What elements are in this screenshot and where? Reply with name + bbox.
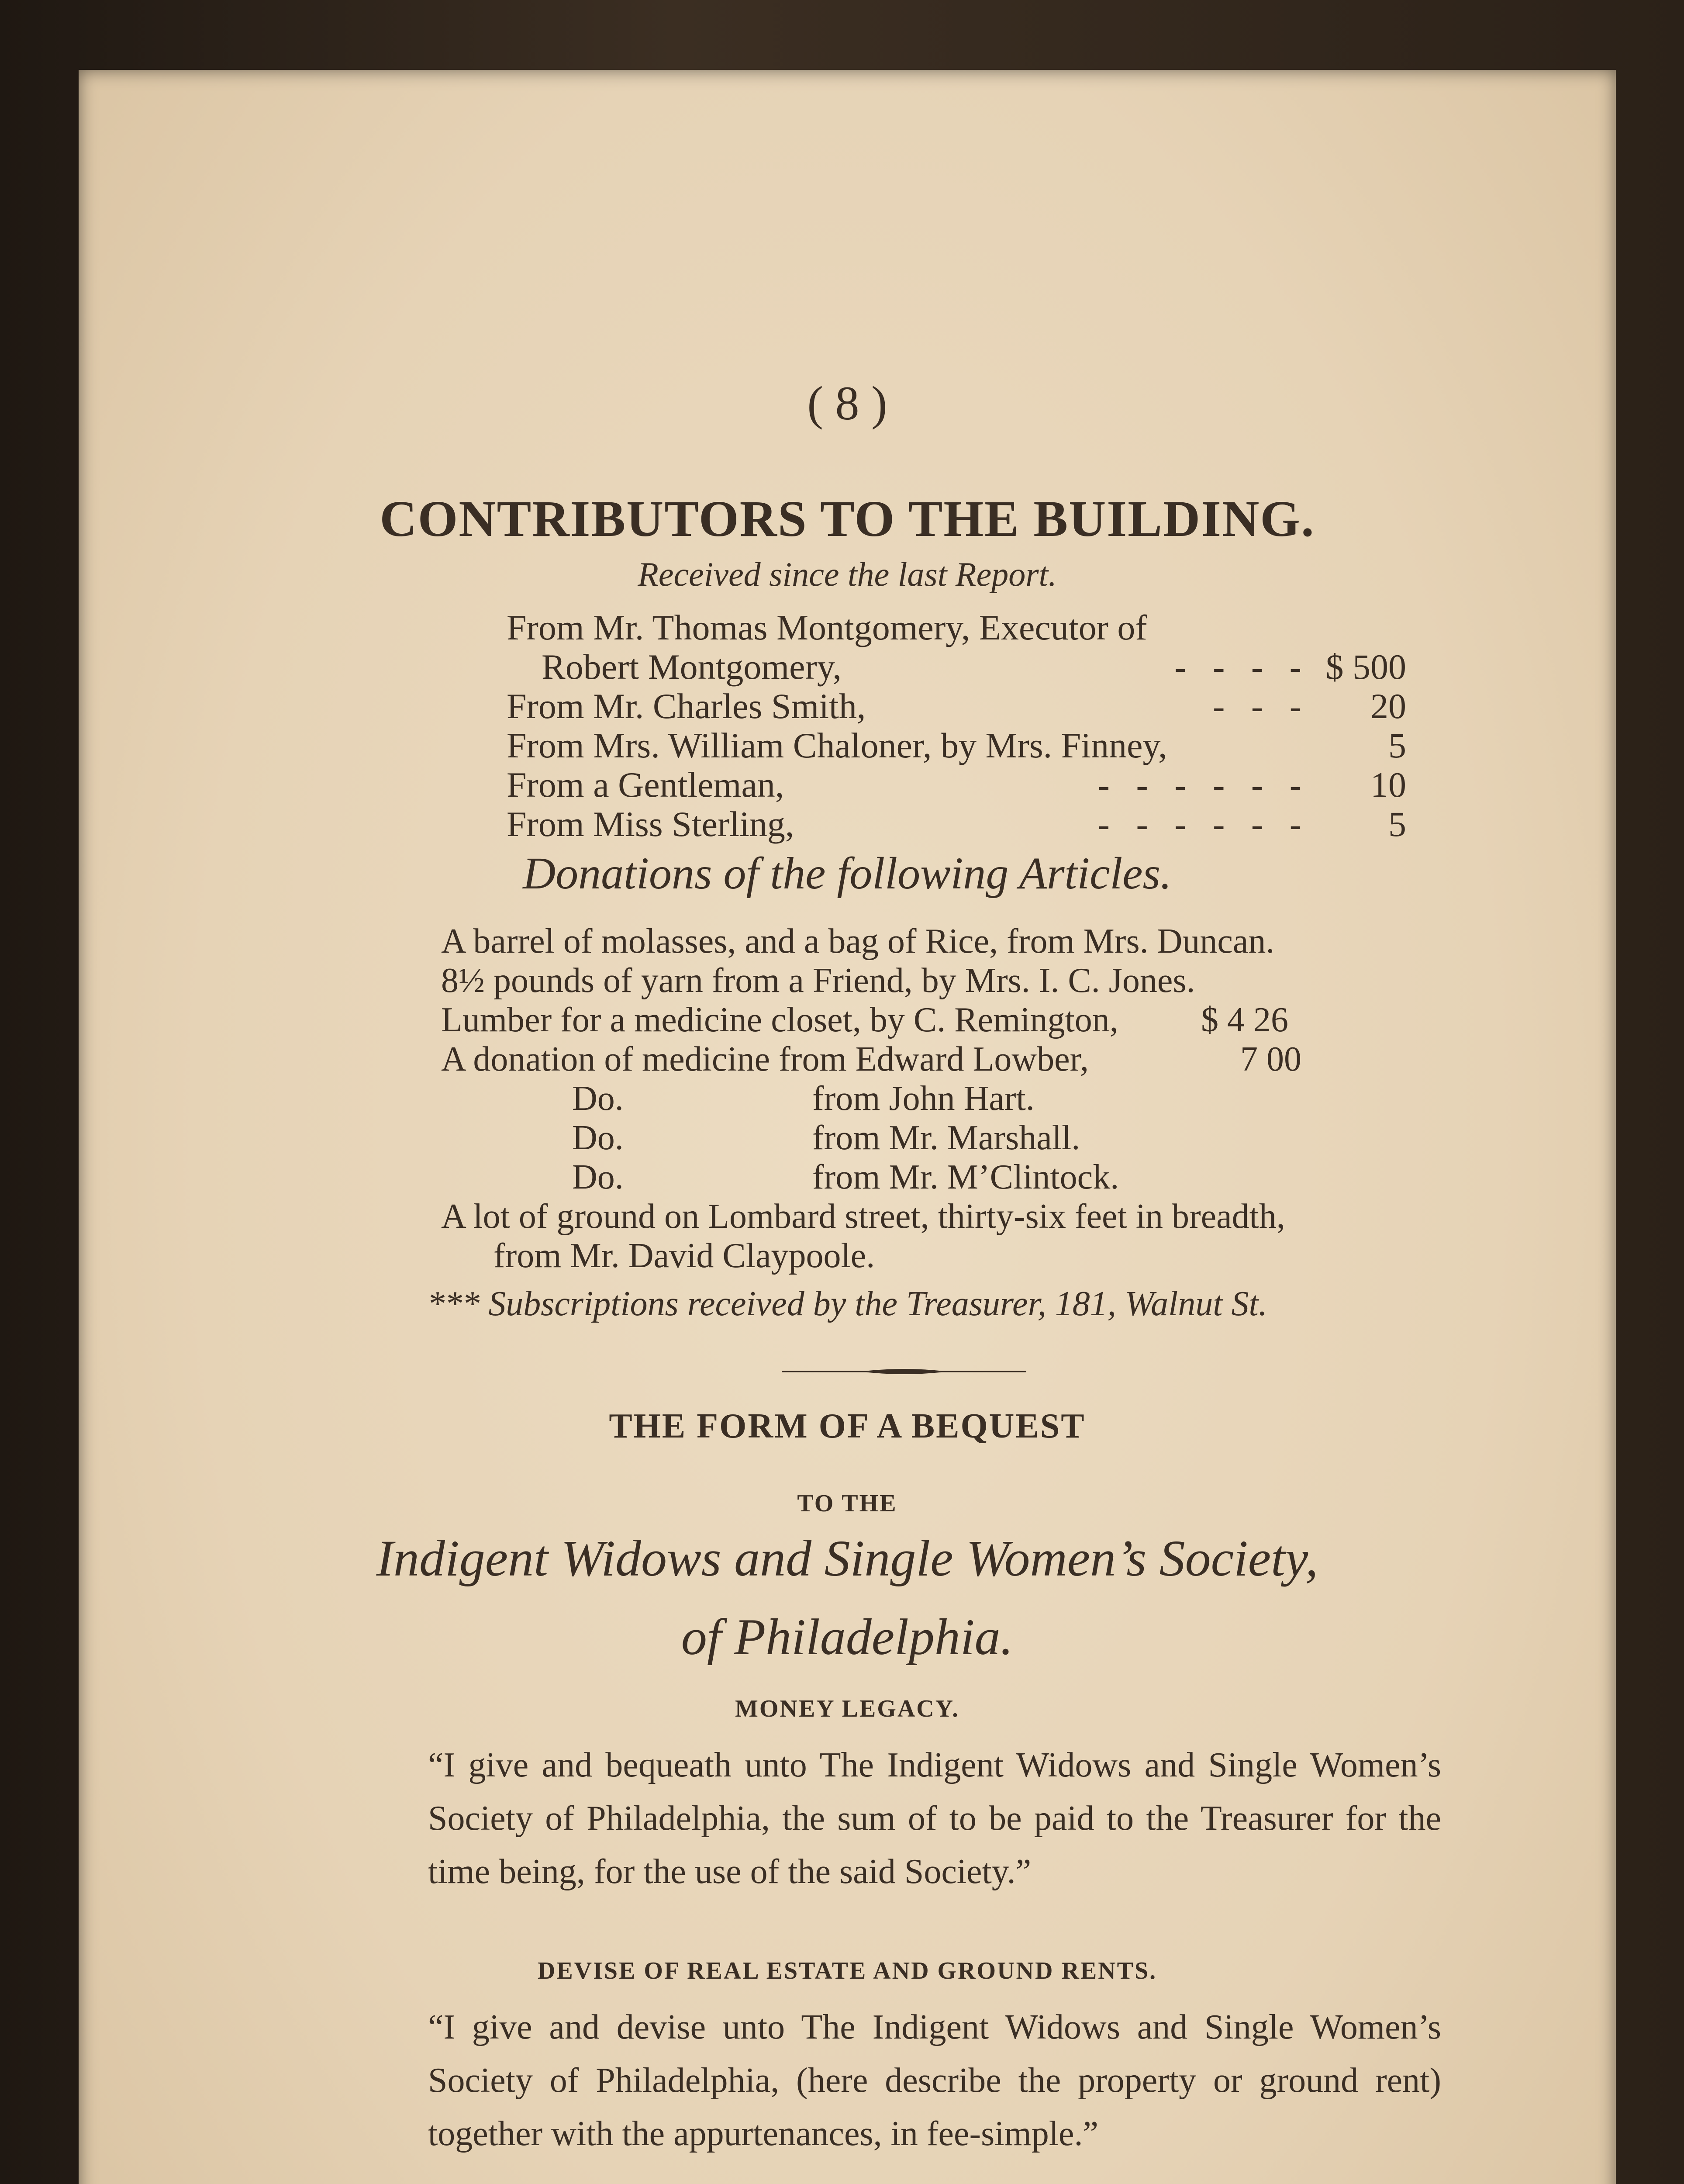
society-place: of Philadelphia.: [681, 1608, 1014, 1666]
society-name: Indigent Widows and Single Women’s Society,: [376, 1530, 1318, 1587]
leader-dashes: - - -: [1213, 686, 1310, 726]
donation-line: Lumber for a medicine closet, by C. Remington,: [441, 1001, 1118, 1039]
donation-line: A barrel of molasses, and a bag of Rice, from Mrs. Duncan.: [441, 922, 1275, 961]
ditto-mark: Do.: [572, 1119, 624, 1157]
ornamental-divider: [782, 1367, 1026, 1376]
donation-line: from John Hart.: [812, 1079, 1035, 1118]
page-heading: CONTRIBUTORS TO THE BUILDING.: [380, 490, 1315, 547]
donation-amount: $ 4 26: [1201, 1001, 1288, 1039]
contributor-name: From Miss Sterling,: [507, 804, 794, 844]
contributor-line: [507, 646, 1406, 686]
contributor-amount: $ 500: [1325, 647, 1406, 687]
page-number: ( 8 ): [807, 377, 887, 430]
contributor-line: [507, 725, 1406, 764]
contributor-name: From Mr. Charles Smith,: [507, 686, 866, 726]
ditto-mark: Do.: [572, 1158, 624, 1196]
donation-line: 8½ pounds of yarn from a Friend, by Mrs. I. C. Jones.: [441, 961, 1195, 1000]
donation-line: from Mr. David Claypoole.: [493, 1237, 875, 1275]
donation-line: A donation of medicine from Edward Lowber,: [441, 1040, 1089, 1078]
money-legacy-title: MONEY LEGACY.: [735, 1695, 960, 1722]
donation-line: from Mr. M’Clintock.: [812, 1158, 1119, 1196]
donation-line: from Mr. Marshall.: [812, 1119, 1080, 1157]
contributor-name: From Mr. Thomas Montgomery, Executor of: [507, 608, 1147, 647]
contributor-line: [507, 804, 1406, 843]
contributor-line: [507, 764, 1406, 804]
money-legacy-text: “I give and bequeath unto The Indigent Widows and Single Women’s Society of Philadelphia, the sum of to be paid to the Treasurer for the time being, for the use of the said Society.”: [428, 1746, 1441, 1891]
contributor-amount: 20: [1370, 686, 1406, 726]
bequest-to: TO THE: [797, 1490, 897, 1517]
ditto-mark: Do.: [572, 1079, 624, 1118]
contributor-line: [507, 607, 1406, 646]
page-subheading: Received since the last Report.: [638, 555, 1057, 593]
leader-dashes: - - - - - -: [1097, 804, 1310, 844]
contributor-name: From a Gentleman,: [507, 765, 784, 805]
document-page: [79, 70, 1616, 2184]
leader-dashes: - - - - - -: [1097, 765, 1310, 805]
contributor-name: From Mrs. William Chaloner, by Mrs. Finney,: [507, 726, 1167, 765]
donation-amount: 7 00: [1240, 1040, 1301, 1078]
leader-dashes: - - - -: [1174, 647, 1310, 687]
contributor-name: Robert Montgomery,: [542, 647, 842, 687]
devise-title: DEVISE OF REAL ESTATE AND GROUND RENTS.: [537, 1957, 1157, 1984]
contributor-line: [507, 686, 1406, 725]
devise-text: “I give and devise unto The Indigent Widows and Single Women’s Society of Philadelphia, (here describe the property or ground rent) together with the appurtenances, in fee-simple.”: [428, 2008, 1441, 2153]
subscription-note: *** Subscriptions received by the Treasurer, 181, Walnut St.: [427, 1285, 1267, 1323]
donations-title: Donations of the following Articles.: [523, 848, 1172, 898]
bequest-title: THE FORM OF A BEQUEST: [609, 1407, 1086, 1445]
donation-line: A lot of ground on Lombard street, thirty-six feet in breadth,: [441, 1197, 1285, 1236]
contributor-amount: 5: [1388, 726, 1406, 765]
contributor-amount: 10: [1370, 765, 1406, 805]
contributor-amount: 5: [1388, 804, 1406, 844]
